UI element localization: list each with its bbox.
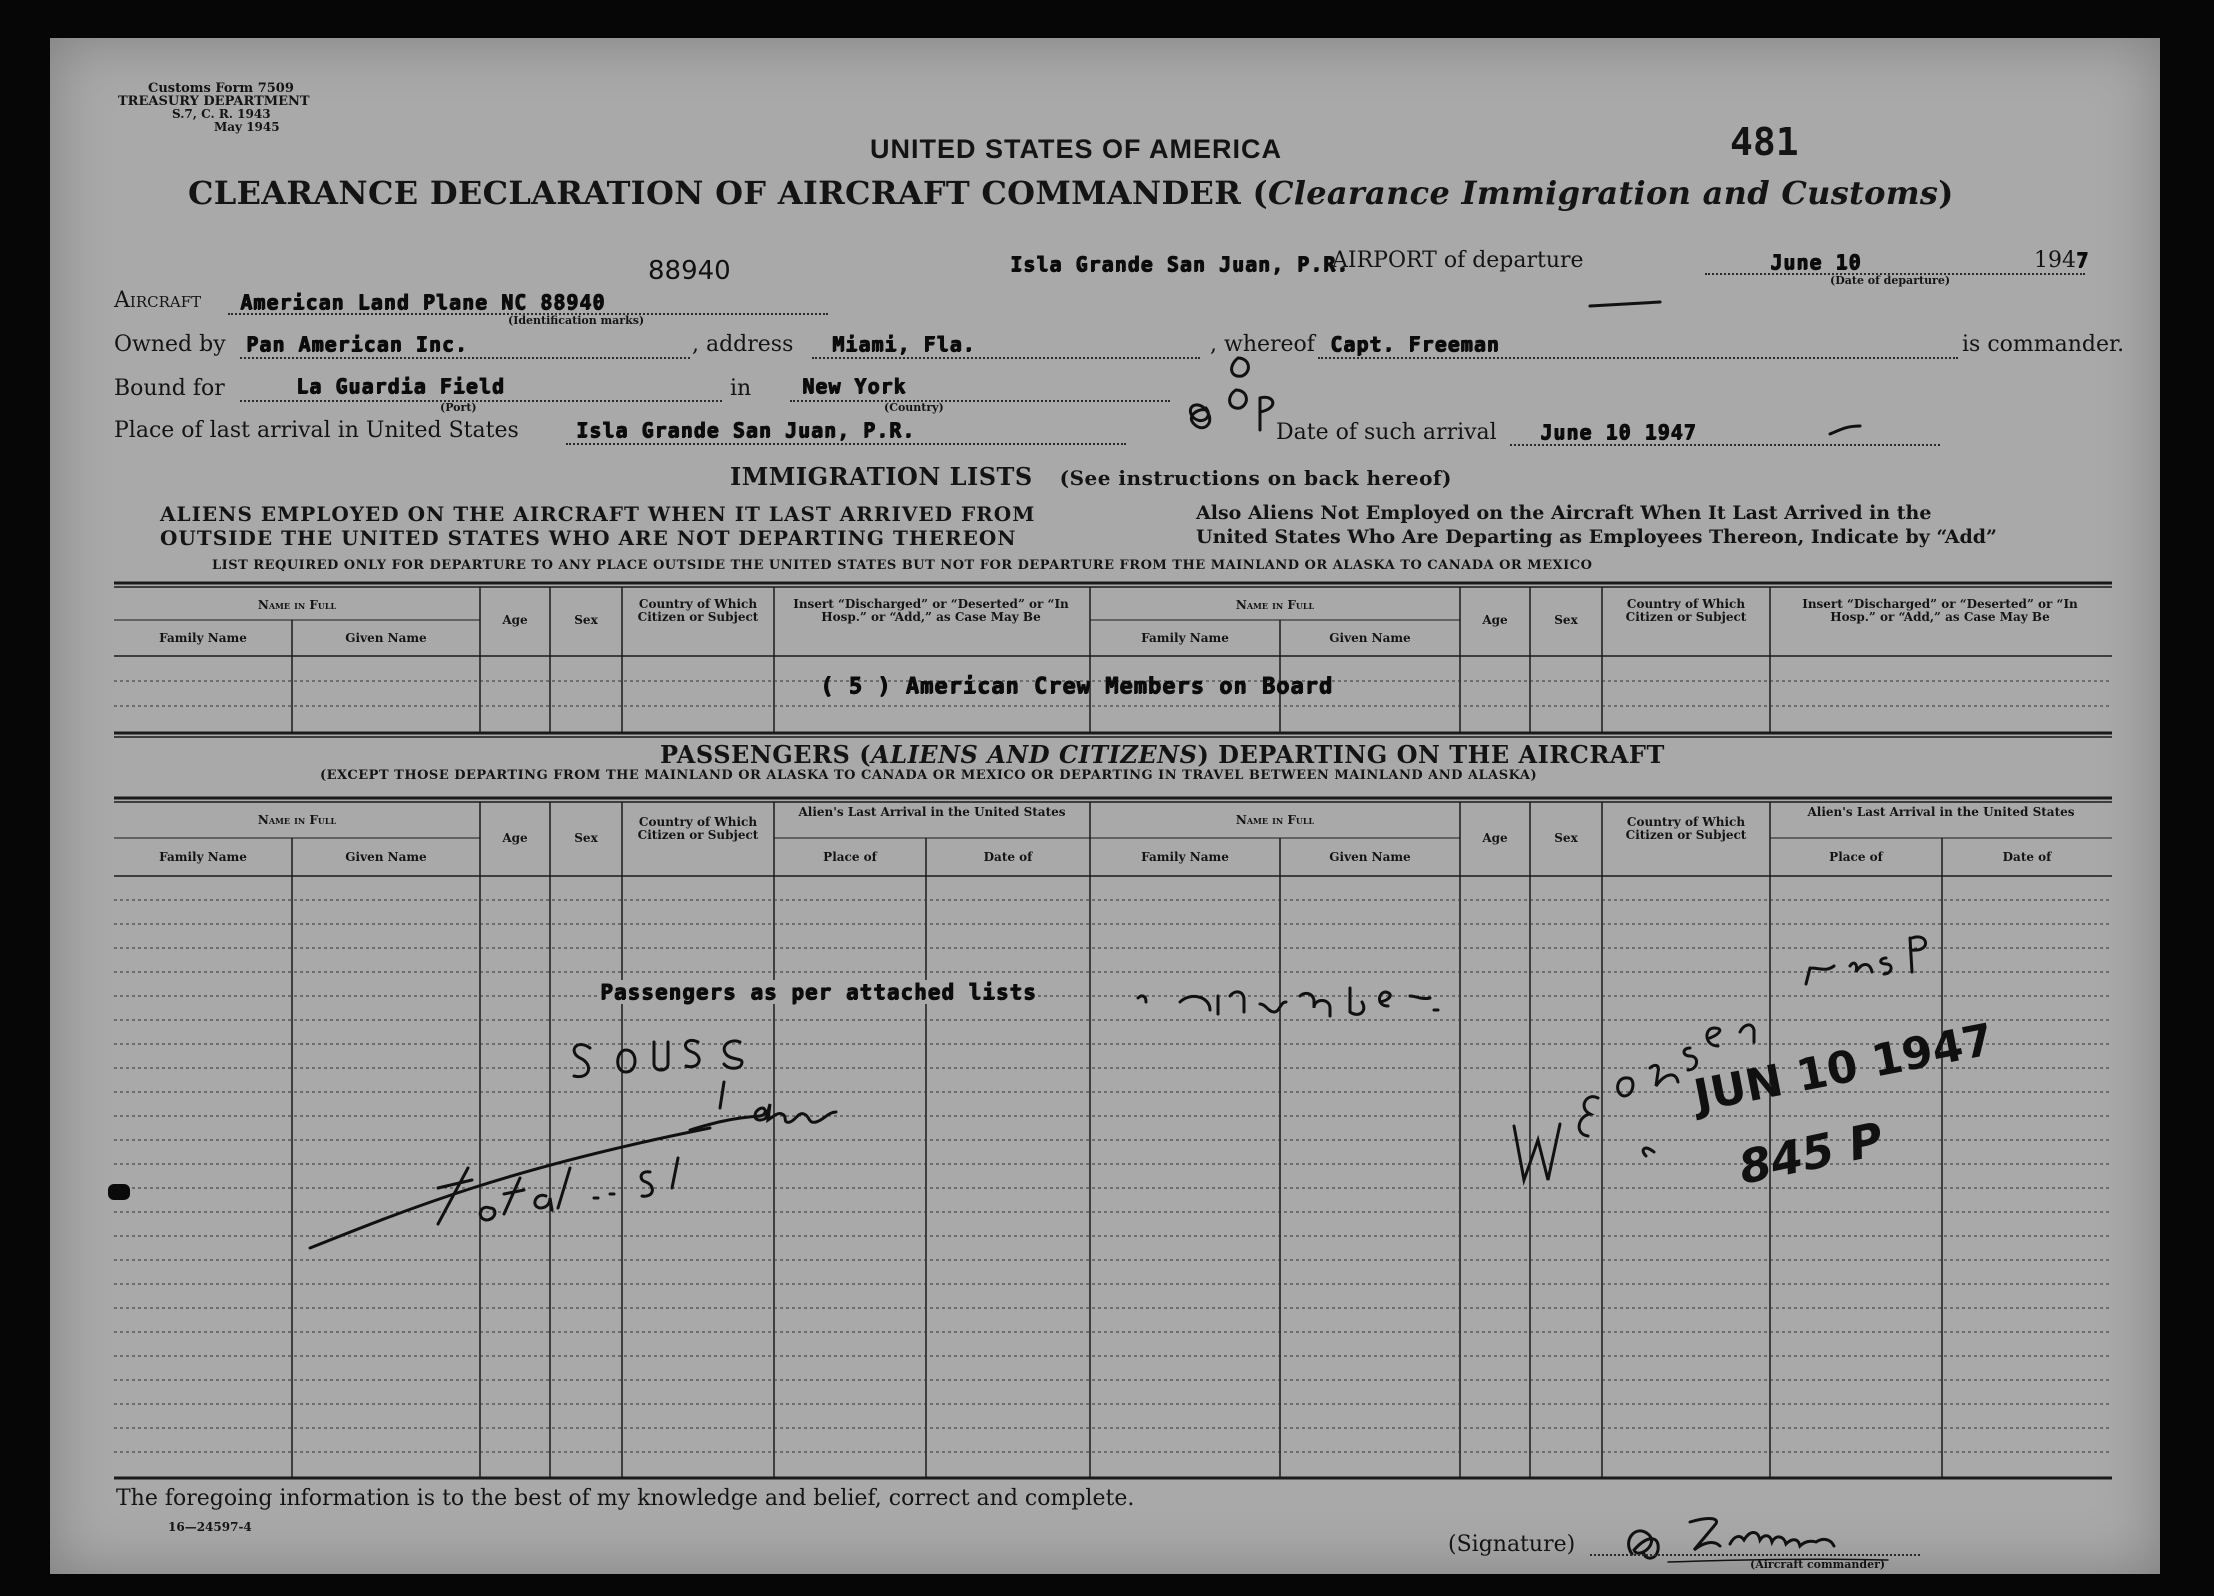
imm-col-age-left: Age bbox=[502, 613, 528, 627]
imm-col-sex-right: Sex bbox=[1554, 613, 1578, 627]
pass-col-sex-left: Sex bbox=[574, 831, 598, 845]
aliens-not-employed-line2: United States Who Are Departing as Employees Thereon, Indicate by “Add” bbox=[1196, 526, 1997, 548]
aliens-employed-line1: ALIENS EMPLOYED ON THE AIRCRAFT WHEN IT LAST ARRIVED FROM bbox=[160, 502, 1036, 526]
owner-label: Owned by bbox=[114, 332, 226, 357]
imm-col-given-right: Given Name bbox=[1329, 631, 1411, 645]
crew-entry: ( 5 ) American Crew Members on Board bbox=[820, 674, 1333, 699]
aircraft-label: Aircraft bbox=[114, 288, 202, 313]
last-arrival-label: Place of last arrival in United States bbox=[114, 418, 519, 443]
imm-col-sex-left: Sex bbox=[574, 613, 598, 627]
bound-port-value: La Guardia Field bbox=[296, 374, 505, 398]
pass-col-age-left: Age bbox=[502, 831, 528, 845]
departure-airport-value: Isla Grande San Juan, P.R. bbox=[1010, 252, 1350, 276]
owner-value: Pan American Inc. bbox=[246, 332, 468, 356]
commander-value: Capt. Freeman bbox=[1330, 332, 1500, 356]
whereof-label: , whereof bbox=[1210, 332, 1315, 357]
regulation-ref: S.7, C. R. 1943 bbox=[172, 107, 271, 121]
declaration-statement: The foregoing information is to the best of my knowledge and belief, correct and complete. bbox=[116, 1486, 1135, 1511]
immigration-heading: IMMIGRATION LISTS (See instructions on back hereof) bbox=[730, 462, 1452, 491]
address-value: Miami, Fla. bbox=[832, 332, 976, 356]
sheet-number: 481 bbox=[1730, 120, 1799, 164]
signature-caption: (Aircraft commander) bbox=[1750, 1558, 1886, 1571]
address-label: , address bbox=[692, 332, 794, 357]
pass-col-date-left: Date of bbox=[983, 850, 1033, 864]
imm-col-country-left: Country of Which Citizen or Subject bbox=[637, 597, 759, 624]
arrival-date-value: June 10 1947 bbox=[1540, 420, 1697, 444]
pass-col-name-in-full-left: Name in Full bbox=[257, 813, 337, 827]
clearance-declaration-form bbox=[50, 38, 2160, 1574]
form-title: CLEARANCE DECLARATION OF AIRCRAFT COMMANDER (Clearance Immigration and Customs) bbox=[188, 174, 1954, 212]
pass-col-age-right: Age bbox=[1482, 831, 1508, 845]
pass-col-family-right: Family Name bbox=[1141, 850, 1229, 864]
bound-for-label: Bound for bbox=[114, 376, 225, 401]
date-stamp: JUN 10 1947 bbox=[1690, 1014, 1998, 1123]
pass-col-sex-right: Sex bbox=[1554, 831, 1578, 845]
aircraft-handwritten-mark: 88940 bbox=[648, 256, 731, 286]
list-requirement-note: LIST REQUIRED ONLY FOR DEPARTURE TO ANY PLACE OUTSIDE THE UNITED STATES BUT NOT FOR DEPARTURE FROM THE MAINLAND OR ALASKA TO CANADA OR MEXICO bbox=[212, 558, 1593, 573]
imm-col-insert-right: Insert “Discharged” or “Deserted” or “In Hosp.” or “Add,” as Case May Be bbox=[1802, 597, 2078, 624]
last-arrival-place: Isla Grande San Juan, P.R. bbox=[576, 418, 916, 442]
imm-col-country-right: Country of Which Citizen or Subject bbox=[1625, 597, 1747, 624]
bound-port-caption: (Port) bbox=[440, 401, 477, 414]
arrival-date-label: Date of such arrival bbox=[1276, 420, 1497, 445]
imm-col-name-in-full-right: Name in Full bbox=[1235, 598, 1315, 612]
aircraft-caption: (Identification marks) bbox=[508, 314, 645, 327]
pass-col-last-arrival-left: Alien's Last Arrival in the United States bbox=[798, 805, 1066, 819]
binder-mark bbox=[108, 1184, 130, 1200]
imm-col-family-right: Family Name bbox=[1141, 631, 1229, 645]
aircraft-value: American Land Plane NC 88940 bbox=[240, 290, 606, 314]
pass-col-family-left: Family Name bbox=[159, 850, 247, 864]
pass-col-given-right: Given Name bbox=[1329, 850, 1411, 864]
imm-col-family-left: Family Name bbox=[159, 631, 247, 645]
imm-col-age-right: Age bbox=[1482, 613, 1508, 627]
country-heading: UNITED STATES OF AMERICA bbox=[870, 134, 1282, 164]
signature-label: (Signature) bbox=[1448, 1532, 1576, 1557]
pass-col-country-right: Country of Which Citizen or Subject bbox=[1625, 815, 1747, 842]
bound-country-value: New York bbox=[802, 374, 907, 398]
imm-col-insert-left: Insert “Discharged” or “Deserted” or “In Hosp.” or “Add,” as Case May Be bbox=[793, 597, 1069, 624]
pass-col-given-left: Given Name bbox=[345, 850, 427, 864]
pass-col-date-right: Date of bbox=[2002, 850, 2052, 864]
departure-year: 1947 bbox=[2034, 248, 2090, 273]
commander-label: is commander. bbox=[1962, 332, 2125, 357]
time-stamp: 845 P bbox=[1734, 1111, 1888, 1195]
aliens-not-employed-line1: Also Aliens Not Employed on the Aircraft When It Last Arrived in the bbox=[1196, 502, 1932, 524]
print-code: 16—24597-4 bbox=[168, 1520, 252, 1534]
passengers-heading: PASSENGERS (ALIENS AND CITIZENS) DEPARTING ON THE AIRCRAFT bbox=[660, 740, 1665, 769]
aliens-employed-line2: OUTSIDE THE UNITED STATES WHO ARE NOT DEPARTING THEREON bbox=[160, 526, 1017, 550]
form-number: Customs Form 7509 bbox=[148, 81, 294, 96]
departure-airport-label: AIRPORT of departure bbox=[1332, 248, 1584, 273]
department-name: TREASURY DEPARTMENT bbox=[118, 94, 310, 109]
pass-col-country-left: Country of Which Citizen or Subject bbox=[637, 815, 759, 842]
passengers-subheading: (EXCEPT THOSE DEPARTING FROM THE MAINLAND OR ALASKA TO CANADA OR MEXICO OR DEPARTING IN TRAVEL BETWEEN MAINLAND AND ALASKA) bbox=[320, 768, 1538, 783]
pass-col-place-left: Place of bbox=[823, 850, 877, 864]
departure-date-value: June 10 bbox=[1770, 250, 1862, 274]
imm-col-given-left: Given Name bbox=[345, 631, 427, 645]
departure-date-caption: (Date of departure) bbox=[1830, 274, 1951, 287]
imm-col-name-in-full-left: Name in Full bbox=[257, 598, 337, 612]
passengers-typed-entry: Passengers as per attached lists bbox=[600, 980, 1037, 1004]
bound-in-label: in bbox=[730, 376, 752, 401]
bound-country-caption: (Country) bbox=[884, 401, 944, 414]
form-edition: May 1945 bbox=[214, 120, 280, 134]
pass-col-last-arrival-right: Alien's Last Arrival in the United States bbox=[1807, 805, 2075, 819]
pass-col-place-right: Place of bbox=[1829, 850, 1883, 864]
pass-col-name-in-full-right: Name in Full bbox=[1235, 813, 1315, 827]
handwriting-marks bbox=[310, 302, 1926, 1562]
